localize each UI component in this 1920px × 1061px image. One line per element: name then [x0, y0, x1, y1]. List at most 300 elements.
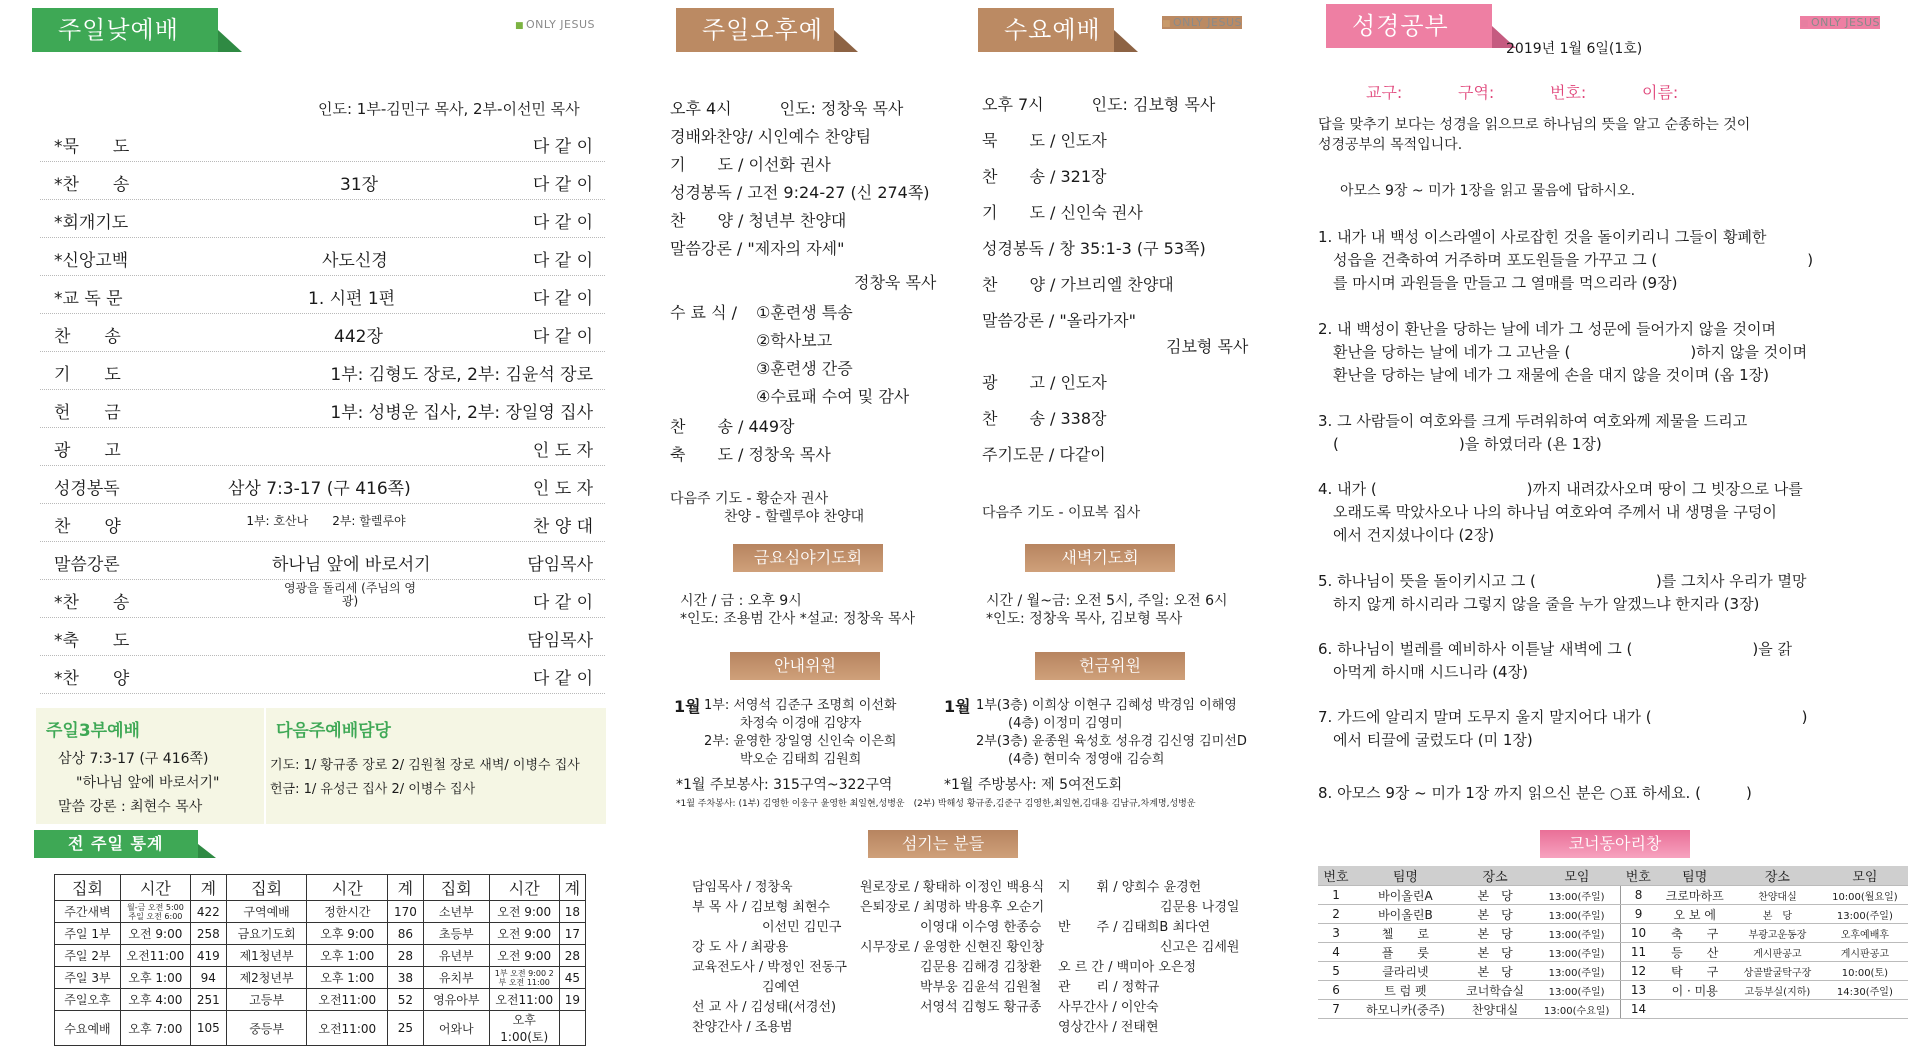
stats-header: 시간 [489, 875, 559, 901]
stats-cell: 오후 1:00 [307, 945, 388, 967]
club-cell: 본 당 [1457, 962, 1534, 981]
only-jesus-tag: ■ ONLY JESUS [515, 18, 595, 31]
order-row [40, 314, 605, 352]
stats-header: 집회 [226, 875, 307, 901]
stats-cell: 419 [190, 945, 226, 967]
ceremony-item: ②학사보고 [756, 331, 833, 350]
club-cell: 11 [1620, 943, 1656, 962]
afternoon-line: 성경봉독 / 고전 9:24-27 (신 274쪽) [670, 183, 930, 202]
afternoon-line: 오후 4시 인도: 정창욱 목사 [670, 99, 904, 118]
club-row [1318, 886, 1908, 905]
order-content: 1부: 호산나 2부: 할렐루야 [246, 514, 406, 528]
stats-cell: 170 [388, 901, 424, 923]
dawn-leader: *인도: 정창욱 목사, 김보형 목사 [986, 611, 1183, 627]
stats-cell: 오후 4:00 [120, 989, 190, 1011]
order-leader: 1부: 성병운 집사, 2부: 장일영 집사 [330, 403, 593, 423]
stats-cell: 오전 9:00 [120, 923, 190, 945]
afternoon-next-prayer: 다음주 기도 - 황순자 권사 [670, 491, 829, 507]
server-line: 신고은 김세원 [1160, 940, 1240, 955]
guide-committee-title: 안내위원 [730, 652, 880, 680]
offering-line: 1부(3층) 이희상 이현구 김혜성 박경임 이해영 [976, 698, 1237, 713]
server-line: 교육전도사 / 박정인 전동구 [692, 960, 847, 975]
study-question-line: 5. 하나님이 뜻을 돌이키시고 그 ( )를 그치사 우리가 멸망 [1318, 572, 1807, 590]
ceremony-item: ③훈련생 간증 [756, 359, 853, 378]
order-leader: 다 같 이 [532, 213, 593, 233]
club-cell: 플 룻 [1354, 943, 1457, 962]
order-row [40, 656, 605, 694]
stats-cell: 251 [190, 989, 226, 1011]
bible-study-intro-2: 성경공부의 목적입니다. [1318, 137, 1463, 153]
stats-cell: 구역예배 [226, 901, 307, 923]
server-line: 관 리 / 정학규 [1058, 980, 1160, 995]
stats-cell: 주일 1부 [55, 923, 121, 945]
bible-study-instruction: 아모스 9장 ~ 미가 1장을 읽고 물음에 답하시오. [1340, 183, 1636, 199]
stats-cell: 제1청년부 [226, 945, 307, 967]
study-question [1318, 318, 1878, 387]
wednesday-preacher: 김보형 목사 [1166, 337, 1249, 356]
dawn-prayer-title: 새벽기도회 [1025, 544, 1175, 572]
study-question [1318, 638, 1878, 684]
club-cell: 오후예배후 [1822, 924, 1908, 943]
study-question [1318, 226, 1878, 295]
stats-title: 전 주일 통계 [34, 830, 198, 858]
club-cell: 등 산 [1656, 943, 1733, 962]
stats-cell: 영유아부 [423, 989, 489, 1011]
order-label: 찬 송 [54, 327, 121, 347]
stats-cell: 오후1:00(토) [489, 1011, 559, 1046]
stats-cell: 주일 3부 [55, 967, 121, 989]
stats-cell: 오전11:00 [120, 945, 190, 967]
study-question-line: 아먹게 하시매 시드니라 (4장) [1318, 663, 1528, 681]
stats-cell: 주일오후 [55, 989, 121, 1011]
club-table [1318, 866, 1908, 1019]
ceremony-item: ④수료패 수여 및 감사 [756, 387, 910, 406]
club-cell: 부광고운동장 [1733, 924, 1822, 943]
club-cell: 10 [1620, 924, 1656, 943]
server-line: 김예연 [762, 980, 800, 995]
afternoon-line: 기 도 / 이선화 권사 [670, 155, 831, 174]
order-leader: 다 같 이 [532, 593, 593, 613]
wednesday-line: 말씀강론 / "올라가자" [982, 311, 1136, 330]
club-row [1318, 962, 1908, 981]
stats-cell: 중등부 [226, 1011, 307, 1046]
club-cell: 코너학습실 [1457, 981, 1534, 1000]
club-header: 팀명 [1656, 866, 1733, 886]
club-cell: 게시판공고 [1822, 943, 1908, 962]
club-cell: 본 당 [1733, 905, 1822, 924]
club-cell: 13:00(주일) [1533, 924, 1620, 943]
club-cell: 찬양대실 [1457, 1000, 1534, 1019]
study-field-label: 구역: [1458, 83, 1495, 102]
guide-line: 차정숙 이경애 김양자 [740, 716, 862, 731]
order-label: *묵 도 [54, 137, 130, 157]
study-field-label: 번호: [1550, 83, 1587, 102]
study-question-line: 7. 가드에 알리지 말며 도무지 울지 말지어다 내가 ( ) [1318, 708, 1808, 726]
order-content: 삼상 7:3-17 (구 416쪽) [228, 479, 411, 499]
wednesday-title: 수요예배 [978, 8, 1114, 52]
guide-line: 2부: 윤영한 장일영 신인숙 이은희 [704, 734, 897, 749]
order-label: *찬 송 [54, 593, 130, 613]
third-service-scripture: 삼상 7:3-17 (구 416쪽) [58, 751, 209, 767]
order-row [40, 124, 605, 162]
afternoon-line: 말씀강론 / "제자의 자세" [670, 239, 845, 258]
order-content: 영광을 돌리세 (주님의 영광) [283, 581, 417, 608]
server-line: 찬양간사 / 조용범 [692, 1020, 793, 1035]
club-cell: 14:30(주일) [1822, 981, 1908, 1000]
stats-cell: 1부 오전 9:00 2부 오전 11:00 [489, 967, 559, 989]
server-line: 강 도 사 / 최광용 [692, 940, 789, 955]
bible-study-date: 2019년 1월 6일(1호) [1506, 41, 1643, 57]
stats-header: 시간 [307, 875, 388, 901]
servers-title: 섬기는 분들 [868, 830, 1018, 858]
club-cell: 게시판공고 [1733, 943, 1822, 962]
club-cell: 2 [1318, 905, 1354, 924]
stats-cell: 오전11:00 [307, 1011, 388, 1046]
wednesday-line: 기 도 / 신인숙 권사 [982, 203, 1143, 222]
server-line: 사무간사 / 이안숙 [1058, 1000, 1159, 1015]
study-question [1318, 570, 1878, 616]
club-cell: 오 보 에 [1656, 905, 1733, 924]
stats-cell: 오후 1:00 [307, 967, 388, 989]
stats-row [55, 945, 586, 967]
club-cell: 9 [1620, 905, 1656, 924]
stats-cell: 주일 2부 [55, 945, 121, 967]
club-header: 번호 [1620, 866, 1656, 886]
study-question [1318, 782, 1878, 805]
sunday-morning-title: 주일낮예배 [32, 8, 218, 52]
order-row [40, 200, 605, 238]
stats-cell: 오후 1:00 [120, 967, 190, 989]
order-content: 사도신경 [322, 251, 388, 271]
third-service-preacher: 말씀 강론 : 최현수 목사 [58, 799, 203, 815]
stats-header: 집회 [55, 875, 121, 901]
club-cell: 크로마하프 [1656, 886, 1733, 905]
stats-row [55, 923, 586, 945]
club-header: 장소 [1733, 866, 1822, 886]
stats-cell: 422 [190, 901, 226, 923]
study-question-line: 환난을 당하는 날에 네가 그 고난을 ( )하지 않을 것이며 [1318, 343, 1808, 361]
club-row [1318, 924, 1908, 943]
club-header: 모임 [1533, 866, 1620, 886]
guide-line: 1부: 서영석 김준구 조명희 이선화 [704, 698, 897, 713]
study-question-line: 8. 아모스 9장 ~ 미가 1장 까지 읽으신 분은 ○표 하세요. ( ) [1318, 784, 1752, 802]
study-question-line: 2. 내 백성이 환난을 당하는 날에 네가 그 성문에 들어가지 않을 것이며 [1318, 320, 1776, 338]
server-line: 서영석 김형도 황규종 [920, 1000, 1042, 1015]
study-question-line: 하지 않게 하시리라 그렇지 않을 줄을 누가 알겠느냐 한지라 (3장) [1318, 595, 1760, 613]
order-row [40, 276, 605, 314]
club-cell: 13:00(주일) [1533, 981, 1620, 1000]
stats-cell: 18 [559, 901, 585, 923]
club-cell: 10:00(월요일) [1822, 886, 1908, 905]
stats-cell: 월-금 오전 5:00 주일 오전 6:00 [120, 901, 190, 923]
dawn-time: 시간 / 월~금: 오전 5시, 주일: 오전 6시 [986, 593, 1228, 609]
bible-study-intro-1: 답을 맞추기 보다는 성경을 읽으므로 하나님의 뜻을 알고 순종하는 것이 [1318, 117, 1751, 133]
club-cell: 본 당 [1457, 924, 1534, 943]
stats-cell: 정한시간 [307, 901, 388, 923]
afternoon-line: 찬 양 / 청년부 찬양대 [670, 211, 847, 230]
server-line: 김문용 김해경 김창환 [920, 960, 1042, 975]
friday-prayer-title: 금요심야기도회 [733, 544, 883, 572]
stats-row [55, 901, 586, 923]
server-line: 선 교 사 / 김성태(서경선) [692, 1000, 837, 1015]
order-content: 하나님 앞에 바로서기 [272, 555, 431, 575]
stats-cell: 25 [388, 1011, 424, 1046]
sunday-afternoon-title: 주일오후예배 [676, 8, 834, 52]
club-cell [1822, 1000, 1908, 1019]
club-row [1318, 981, 1908, 1000]
study-question-line: 1. 내가 내 백성 이스라엘이 사로잡힌 것을 돌이키리니 그들이 황폐한 [1318, 228, 1767, 246]
stats-cell: 19 [559, 989, 585, 1011]
offering-duty: *1월 주방봉사: 제 5여전도회 [944, 777, 1123, 793]
friday-time: 시간 / 금 : 오후 9시 [680, 593, 802, 609]
order-label: 찬 양 [54, 517, 121, 537]
stats-cell: 오전 9:00 [489, 901, 559, 923]
stats-cell: 오전 9:00 [489, 945, 559, 967]
order-content: 442장 [334, 327, 383, 347]
club-cell: 이 · 미용 [1656, 981, 1733, 1000]
club-cell: 찬양대실 [1733, 886, 1822, 905]
club-cell: 3 [1318, 924, 1354, 943]
order-leader: 1부: 김형도 장로, 2부: 김윤석 장로 [330, 365, 593, 385]
stats-cell: 유치부 [423, 967, 489, 989]
study-question-line: 에서 티끌에 굴렀도다 (미 1장) [1318, 731, 1533, 749]
order-label: 성경봉독 [54, 479, 120, 499]
next-week-prayer: 기도: 1/ 황규종 장로 2/ 김원철 장로 새벽/ 이병수 집사 [270, 758, 580, 773]
study-field-label: 이름: [1642, 83, 1679, 102]
club-cell: 본 당 [1457, 943, 1534, 962]
sunday-morning-panel [0, 0, 640, 1061]
afternoon-next-praise: 찬양 - 할렐루야 찬양대 [724, 509, 865, 525]
order-label: 광 고 [54, 441, 121, 461]
study-question-line: ( )을 하였더라 (욘 1장) [1318, 435, 1602, 453]
club-cell: 본 당 [1457, 905, 1534, 924]
wednesday-line: 찬 송 / 321장 [982, 167, 1107, 186]
study-field-label: 교구: [1366, 83, 1403, 102]
club-header: 장소 [1457, 866, 1534, 886]
order-label: *신앙고백 [54, 251, 129, 271]
stats-cell: 105 [190, 1011, 226, 1046]
offering-committee-title: 헌금위원 [1035, 652, 1185, 680]
offering-line: (4층) 이정미 김영미 [1008, 716, 1123, 731]
club-cell: 고등부실(지하) [1733, 981, 1822, 1000]
club-cell: 상골발굴탁구장 [1733, 962, 1822, 981]
guide-month: 1월 [674, 697, 701, 716]
order-leader: 다 같 이 [532, 669, 593, 689]
order-row [40, 238, 605, 276]
stats-cell: 28 [388, 945, 424, 967]
order-leader: 찬 양 대 [532, 517, 593, 537]
order-label: *회개기도 [54, 213, 129, 233]
wednesday-next-prayer: 다음주 기도 - 이묘복 집사 [982, 505, 1141, 521]
stats-row [55, 1011, 586, 1046]
club-cell: 6 [1318, 981, 1354, 1000]
study-question-line: 6. 하나님이 벌레를 예비하사 이튿날 새벽에 그 ( )을 갉 [1318, 640, 1792, 658]
stats-header: 집회 [423, 875, 489, 901]
stats-cell: 86 [388, 923, 424, 945]
morning-leader: 인도: 1부-김민구 목사, 2부-이선민 목사 [318, 100, 580, 118]
stats-cell: 52 [388, 989, 424, 1011]
order-label: 기 도 [54, 365, 121, 385]
club-cell: 13:00(주일) [1533, 962, 1620, 981]
stats-table [54, 874, 586, 1046]
ceremony-item: ①훈련생 특송 [756, 303, 853, 322]
stats-cell: 유년부 [423, 945, 489, 967]
club-cell: 탁 구 [1656, 962, 1733, 981]
server-line: 시무장로 / 윤영한 신현진 황인창 [860, 940, 1045, 955]
club-row [1318, 943, 1908, 962]
order-content: 31장 [340, 175, 379, 195]
stats-row [55, 967, 586, 989]
third-service-sermon: "하나님 앞에 바로서기" [76, 775, 220, 791]
wednesday-line: 오후 7시 인도: 김보형 목사 [982, 95, 1216, 114]
stats-cell [559, 1011, 585, 1046]
club-cell: 4 [1318, 943, 1354, 962]
order-leader: 담임목사 [527, 555, 593, 575]
stats-cell: 오전11:00 [307, 989, 388, 1011]
club-header: 팀명 [1354, 866, 1457, 886]
stats-cell: 어와나 [423, 1011, 489, 1046]
order-leader: 담임목사 [527, 631, 593, 651]
club-cell: 13:00(수요일) [1533, 1000, 1620, 1019]
wednesday-line: 묵 도 / 인도자 [982, 131, 1107, 150]
stats-cell: 오후 9:00 [307, 923, 388, 945]
club-cell: 하모니카(중주) [1354, 1000, 1457, 1019]
club-cell: 첼 로 [1354, 924, 1457, 943]
stats-cell: 17 [559, 923, 585, 945]
server-line: 부 목 사 / 김보형 최현수 [692, 900, 831, 915]
stats-cell: 금요기도회 [226, 923, 307, 945]
order-row [40, 542, 605, 580]
study-question-line: 환난을 당하는 날에 네가 그 재물에 손을 대지 않을 것이며 (옵 1장) [1318, 366, 1769, 384]
server-line: 담임목사 / 정창욱 [692, 880, 793, 895]
stats-header: 계 [559, 875, 585, 901]
club-cell [1656, 1000, 1733, 1019]
stats-cell: 45 [559, 967, 585, 989]
stats-cell: 초등부 [423, 923, 489, 945]
club-cell: 13 [1620, 981, 1656, 1000]
order-row [40, 466, 605, 504]
club-header: 모임 [1822, 866, 1908, 886]
order-leader: 다 같 이 [532, 251, 593, 271]
stats-cell: 소년부 [423, 901, 489, 923]
club-cell [1733, 1000, 1822, 1019]
study-question [1318, 478, 1878, 547]
stats-row [55, 989, 586, 1011]
study-question-line: 에서 건지셨나이다 (2장) [1318, 526, 1495, 544]
next-week-offering: 헌금: 1/ 유성근 집사 2/ 이병수 집사 [270, 782, 476, 797]
order-leader: 다 같 이 [532, 137, 593, 157]
stats-cell: 오전11:00 [489, 989, 559, 1011]
wednesday-line: 찬 양 / 가브리엘 찬양대 [982, 275, 1174, 294]
club-header: 번호 [1318, 866, 1354, 886]
next-week-box [266, 708, 606, 824]
bible-study-title: 성경공부 [1326, 4, 1492, 48]
stats-cell: 수요예배 [55, 1011, 121, 1046]
server-line: 영상간사 / 전태현 [1058, 1020, 1159, 1035]
stats-header: 계 [388, 875, 424, 901]
club-cell: 바이올린A [1354, 886, 1457, 905]
club-cell: 13:00(주일) [1822, 905, 1908, 924]
server-line: 오 르 간 / 백미아 오은정 [1058, 960, 1197, 975]
only-jesus-tag: ■ ONLY JESUS [1800, 16, 1880, 29]
order-content: 1. 시편 1편 [308, 289, 396, 309]
order-label: 말씀강론 [54, 555, 120, 575]
club-cell: 5 [1318, 962, 1354, 981]
server-line: 원로장로 / 황태하 이정인 백용식 [860, 880, 1045, 895]
order-label: *찬 양 [54, 669, 130, 689]
server-line: 김문용 나경일 [1160, 900, 1240, 915]
stats-header: 계 [190, 875, 226, 901]
club-cell: 클라리넷 [1354, 962, 1457, 981]
next-week-title: 다음주예배담당 [276, 721, 391, 741]
club-cell: 축 구 [1656, 924, 1733, 943]
club-title: 코너동아리창 [1540, 830, 1690, 858]
parking-duty: *1월 주차봉사: (1부) 김영한 이웅구 윤영한 최일현,성병운 (2부) 박해성 황규종,김준구 김영한,최일현,김대용 김남규,차계명,성병운 [676, 799, 1196, 809]
study-question [1318, 706, 1878, 752]
club-cell: 12 [1620, 962, 1656, 981]
friday-leader: *인도: 조용범 간사 *설교: 정창욱 목사 [680, 611, 916, 627]
wednesday-line: 찬 송 / 338장 [982, 409, 1107, 428]
ceremony-label: 수 료 식 / [670, 303, 738, 322]
study-question-line: 4. 내가 ( )까지 내려갔사오며 땅이 그 빗장으로 나를 [1318, 480, 1803, 498]
club-cell: 트 럼 펫 [1354, 981, 1457, 1000]
order-leader: 인 도 자 [532, 479, 593, 499]
order-row [40, 428, 605, 466]
order-row [40, 618, 605, 656]
stats-cell: 주간새벽 [55, 901, 121, 923]
only-jesus-tag: ■ ONLY JESUS [1162, 16, 1242, 29]
study-question [1318, 410, 1878, 456]
guide-duty: *1월 주보봉사: 315구역~322구역 [676, 777, 893, 793]
server-line: 은퇴장로 / 최명하 박용후 오순기 [860, 900, 1045, 915]
order-row [40, 352, 605, 390]
offering-line: (4층) 현미숙 정영애 김승희 [1008, 752, 1165, 767]
study-question-line: 를 마시며 과원들을 만들고 그 열매를 먹으리라 (9장) [1318, 274, 1678, 292]
order-leader: 인 도 자 [532, 441, 593, 461]
club-row [1318, 1000, 1908, 1019]
club-row [1318, 905, 1908, 924]
offering-line: 2부(3층) 윤종원 육성호 성유경 김신영 김미선D [976, 734, 1247, 749]
club-cell: 8 [1620, 886, 1656, 905]
server-line: 이영대 이수영 한종승 [920, 920, 1042, 935]
order-leader: 다 같 이 [532, 175, 593, 195]
study-question-line: 3. 그 사람들이 여호와를 크게 두려워하여 여호와께 제물을 드리고 [1318, 412, 1748, 430]
server-line: 반 주 / 김태희B 최다연 [1058, 920, 1211, 935]
third-service-title: 주일3부예배 [46, 721, 140, 741]
order-leader: 다 같 이 [532, 289, 593, 309]
stats-cell: 오후 7:00 [120, 1011, 190, 1046]
order-label: 헌 금 [54, 403, 121, 423]
club-cell: 13:00(주일) [1533, 943, 1620, 962]
study-question-line: 성읍을 건축하여 거주하며 포도원들을 가꾸고 그 ( ) [1318, 251, 1814, 269]
club-cell: 1 [1318, 886, 1354, 905]
order-leader: 다 같 이 [532, 327, 593, 347]
order-row [40, 162, 605, 200]
stats-cell: 제2청년부 [226, 967, 307, 989]
wednesday-line: 성경봉독 / 창 35:1-3 (구 53쪽) [982, 239, 1206, 258]
wednesday-line: 광 고 / 인도자 [982, 373, 1107, 392]
server-line: 박부웅 김윤석 김원철 [920, 980, 1042, 995]
order-label: *축 도 [54, 631, 130, 651]
club-cell: 13:00(주일) [1533, 886, 1620, 905]
server-line: 지 휘 / 양희수 윤경헌 [1058, 880, 1202, 895]
afternoon-line: 경배와찬양/ 시인예수 찬양팀 [670, 127, 872, 146]
afternoon-preacher: 정창욱 목사 [854, 273, 937, 292]
club-cell: 바이올린B [1354, 905, 1457, 924]
study-question-line: 오래도록 막았사오나 나의 하나님 여호와여 주께서 내 생명을 구덩이 [1318, 503, 1777, 521]
club-cell: 7 [1318, 1000, 1354, 1019]
stats-cell: 38 [388, 967, 424, 989]
